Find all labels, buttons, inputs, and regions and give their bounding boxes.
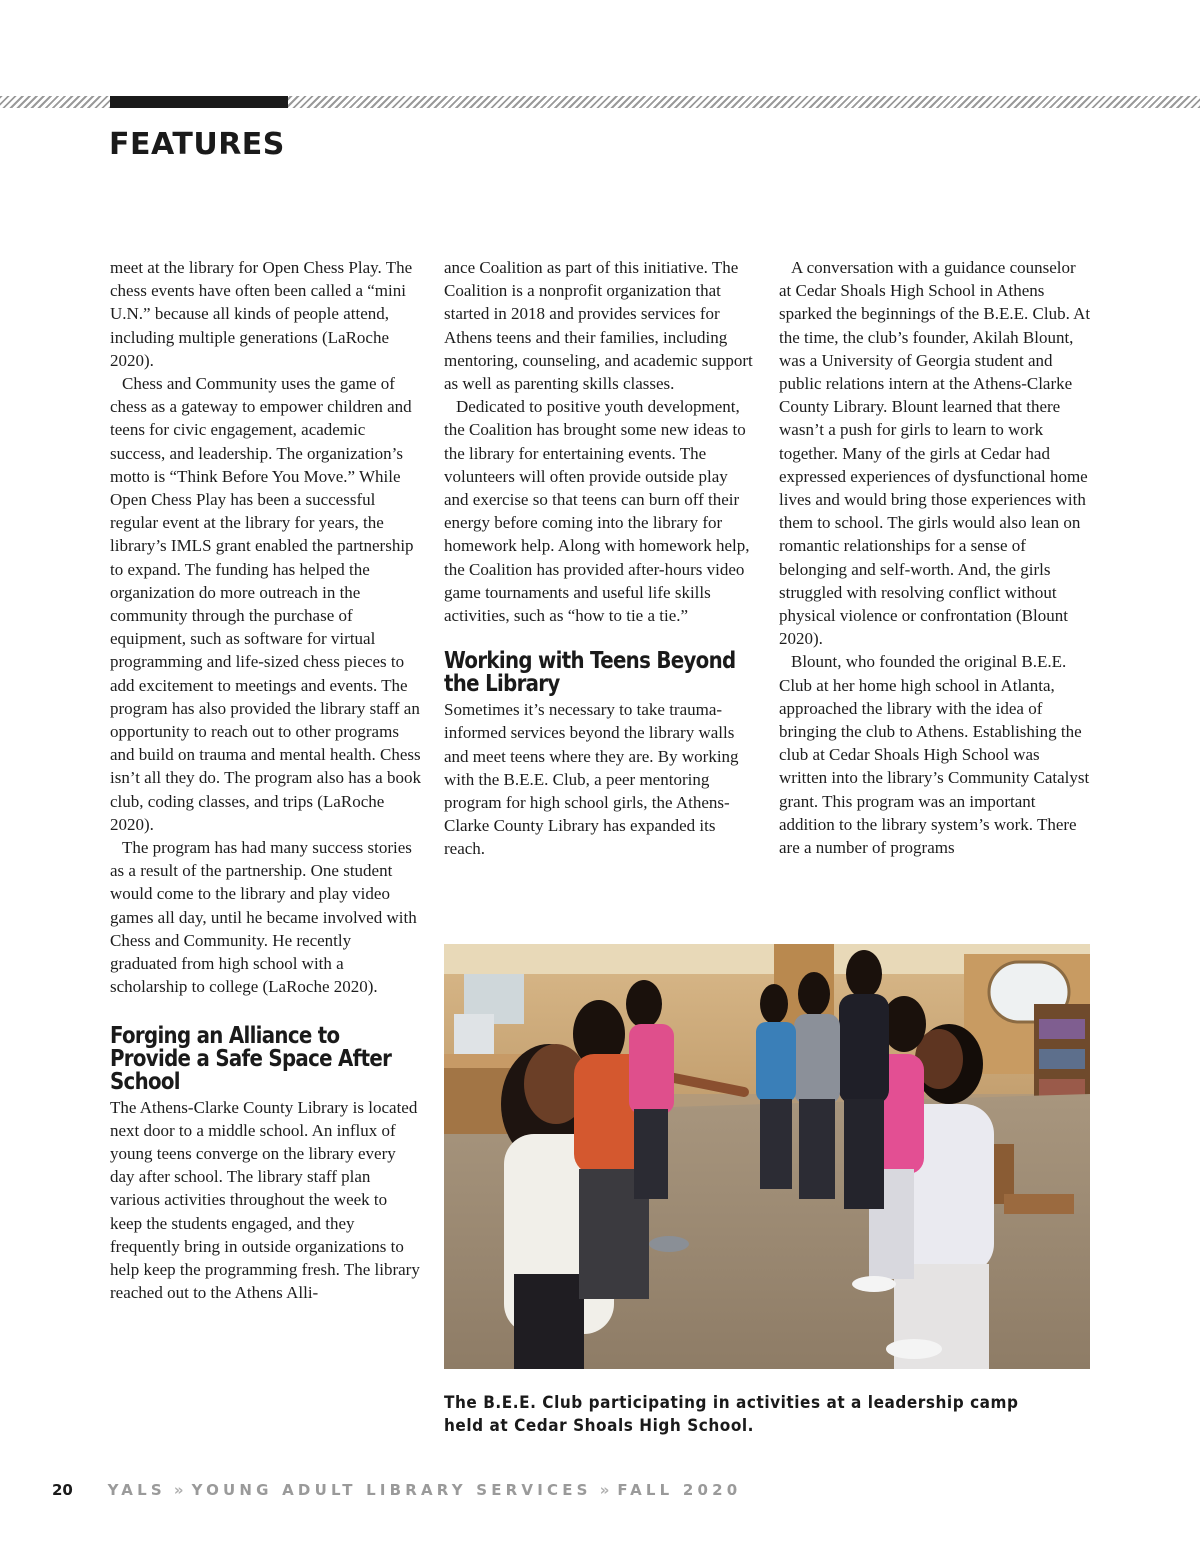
photo-illustration [444,944,1090,1369]
publication-name [108,1481,742,1499]
body-paragraph: The program has had many success stories as a result of the partnership. One student would come to the library and play video games all day, until he became involved with Chess and Community. He recently graduated from high school with a scholarship to college (LaRoche 2020). [110,838,417,997]
footer-part-issue: FALL 2020 [617,1481,742,1499]
column-3 [779,256,1091,859]
body-paragraph: ance Coalition as part of this initiative. The Coalition is a nonprofit organization that started in 2018 and provides services for Athens teens and their families, including mentoring, counseling, and academic support as well as parenting skills classes. [444,258,753,394]
body-paragraph: The Athens-Clarke County Library is located next door to a middle school. An influx of young teens converge on the library every day after school. The library staff plan various activities throughout the week to keep the students engaged, and they frequently bring in outside organizations to help keep the programming fresh. The library reached out to the Athens Alli- [110,1097,420,1303]
body-paragraph: Chess and Community uses the game of chess as a gateway to empower children and teens for civic engagement, academic success, and leadership. The organization’s motto is “Think Before You Move.” While Open Chess Play has been a successful regular event at the library for years, the library’s IMLS grant enabled the partnership to expand. The funding has helped the organization do more outreach in the community through the purchase of equipment, such as software for virtual programming and life-sized chess pieces to add excitement to meetings and events. The program has also provided the library staff an opportunity to reach out to other programs and build on trauma and mental health. Chess isn’t all they do. The program also has a book club, coding classes, and trips (LaRoche 2020). [110,374,421,834]
footer-part-title: YOUNG ADULT LIBRARY SERVICES [191,1481,592,1499]
bee-club-photo [444,944,1090,1369]
section-heading: Forging an Alliance to Provide a Safe Space After School [110,1022,392,1095]
footer-separator: » [599,1481,610,1499]
column-1 [110,256,422,1304]
column-2 [444,256,756,861]
body-paragraph: Dedicated to positive youth development, the Coalition has brought some new ideas to the library for entertaining events. The volunteers will often provide outside play and exercise so that teens can burn off their energy before coming into the library for homework help. Along with homework help, the Coalition has provided after-hours video game tournaments and useful life skills activities, such as “how to tie a tie.” [444,397,750,626]
body-paragraph: Sometimes it’s necessary to take trauma-informed services beyond the library walls and meet teens where they are. By working with the B.E.E. Club, a peer mentoring program for high school girls, the Athens-Clarke County Library has expanded its reach. [444,700,739,859]
footer-part-yals: YALS [107,1481,166,1499]
body-paragraph: meet at the library for Open Chess Play. The chess events have often been called a “mini U.N.” because all kinds of people attend, including multiple generations (LaRoche 2020). [110,258,413,370]
photo-caption: The B.E.E. Club participating in activities at a leadership camp held at Cedar Shoals High School. [444,1393,1019,1436]
section-label: FEATURES [109,127,285,162]
header-accent-bar [110,96,288,108]
page-number: 20 [52,1481,73,1499]
body-paragraph: A conversation with a guidance counselor at Cedar Shoals High School in Athens sparked the beginnings of the B.E.E. Club. At the time, the club’s founder, Akilah Blount, was a University of Georgia student and public relations intern at the Athens-Clarke County Library. Blount learned that there wasn’t a push for girls to learn to work together. Many of the girls at Cedar had expressed experiences of dysfunctional home lives and would bring those experiences with them to school. The girls would also lean on romantic relationships for a sense of belonging and self-worth. And, the girls struggled with resolving conflict without physical violence or confrontation (Blount 2020). [779,258,1091,649]
section-heading: Working with Teens Beyond the Library [444,648,736,698]
page-footer [52,1480,741,1500]
footer-separator: » [173,1481,184,1499]
body-paragraph: Blount, who founded the original B.E.E. Club at her home high school in Atlanta, approached the library with the idea of bringing the club to Athens. Establishing the club at Cedar Shoals High School was written into the library’s Community Catalyst grant. This program was an important addition to the library system’s work. There are a number of programs [779,652,1090,858]
